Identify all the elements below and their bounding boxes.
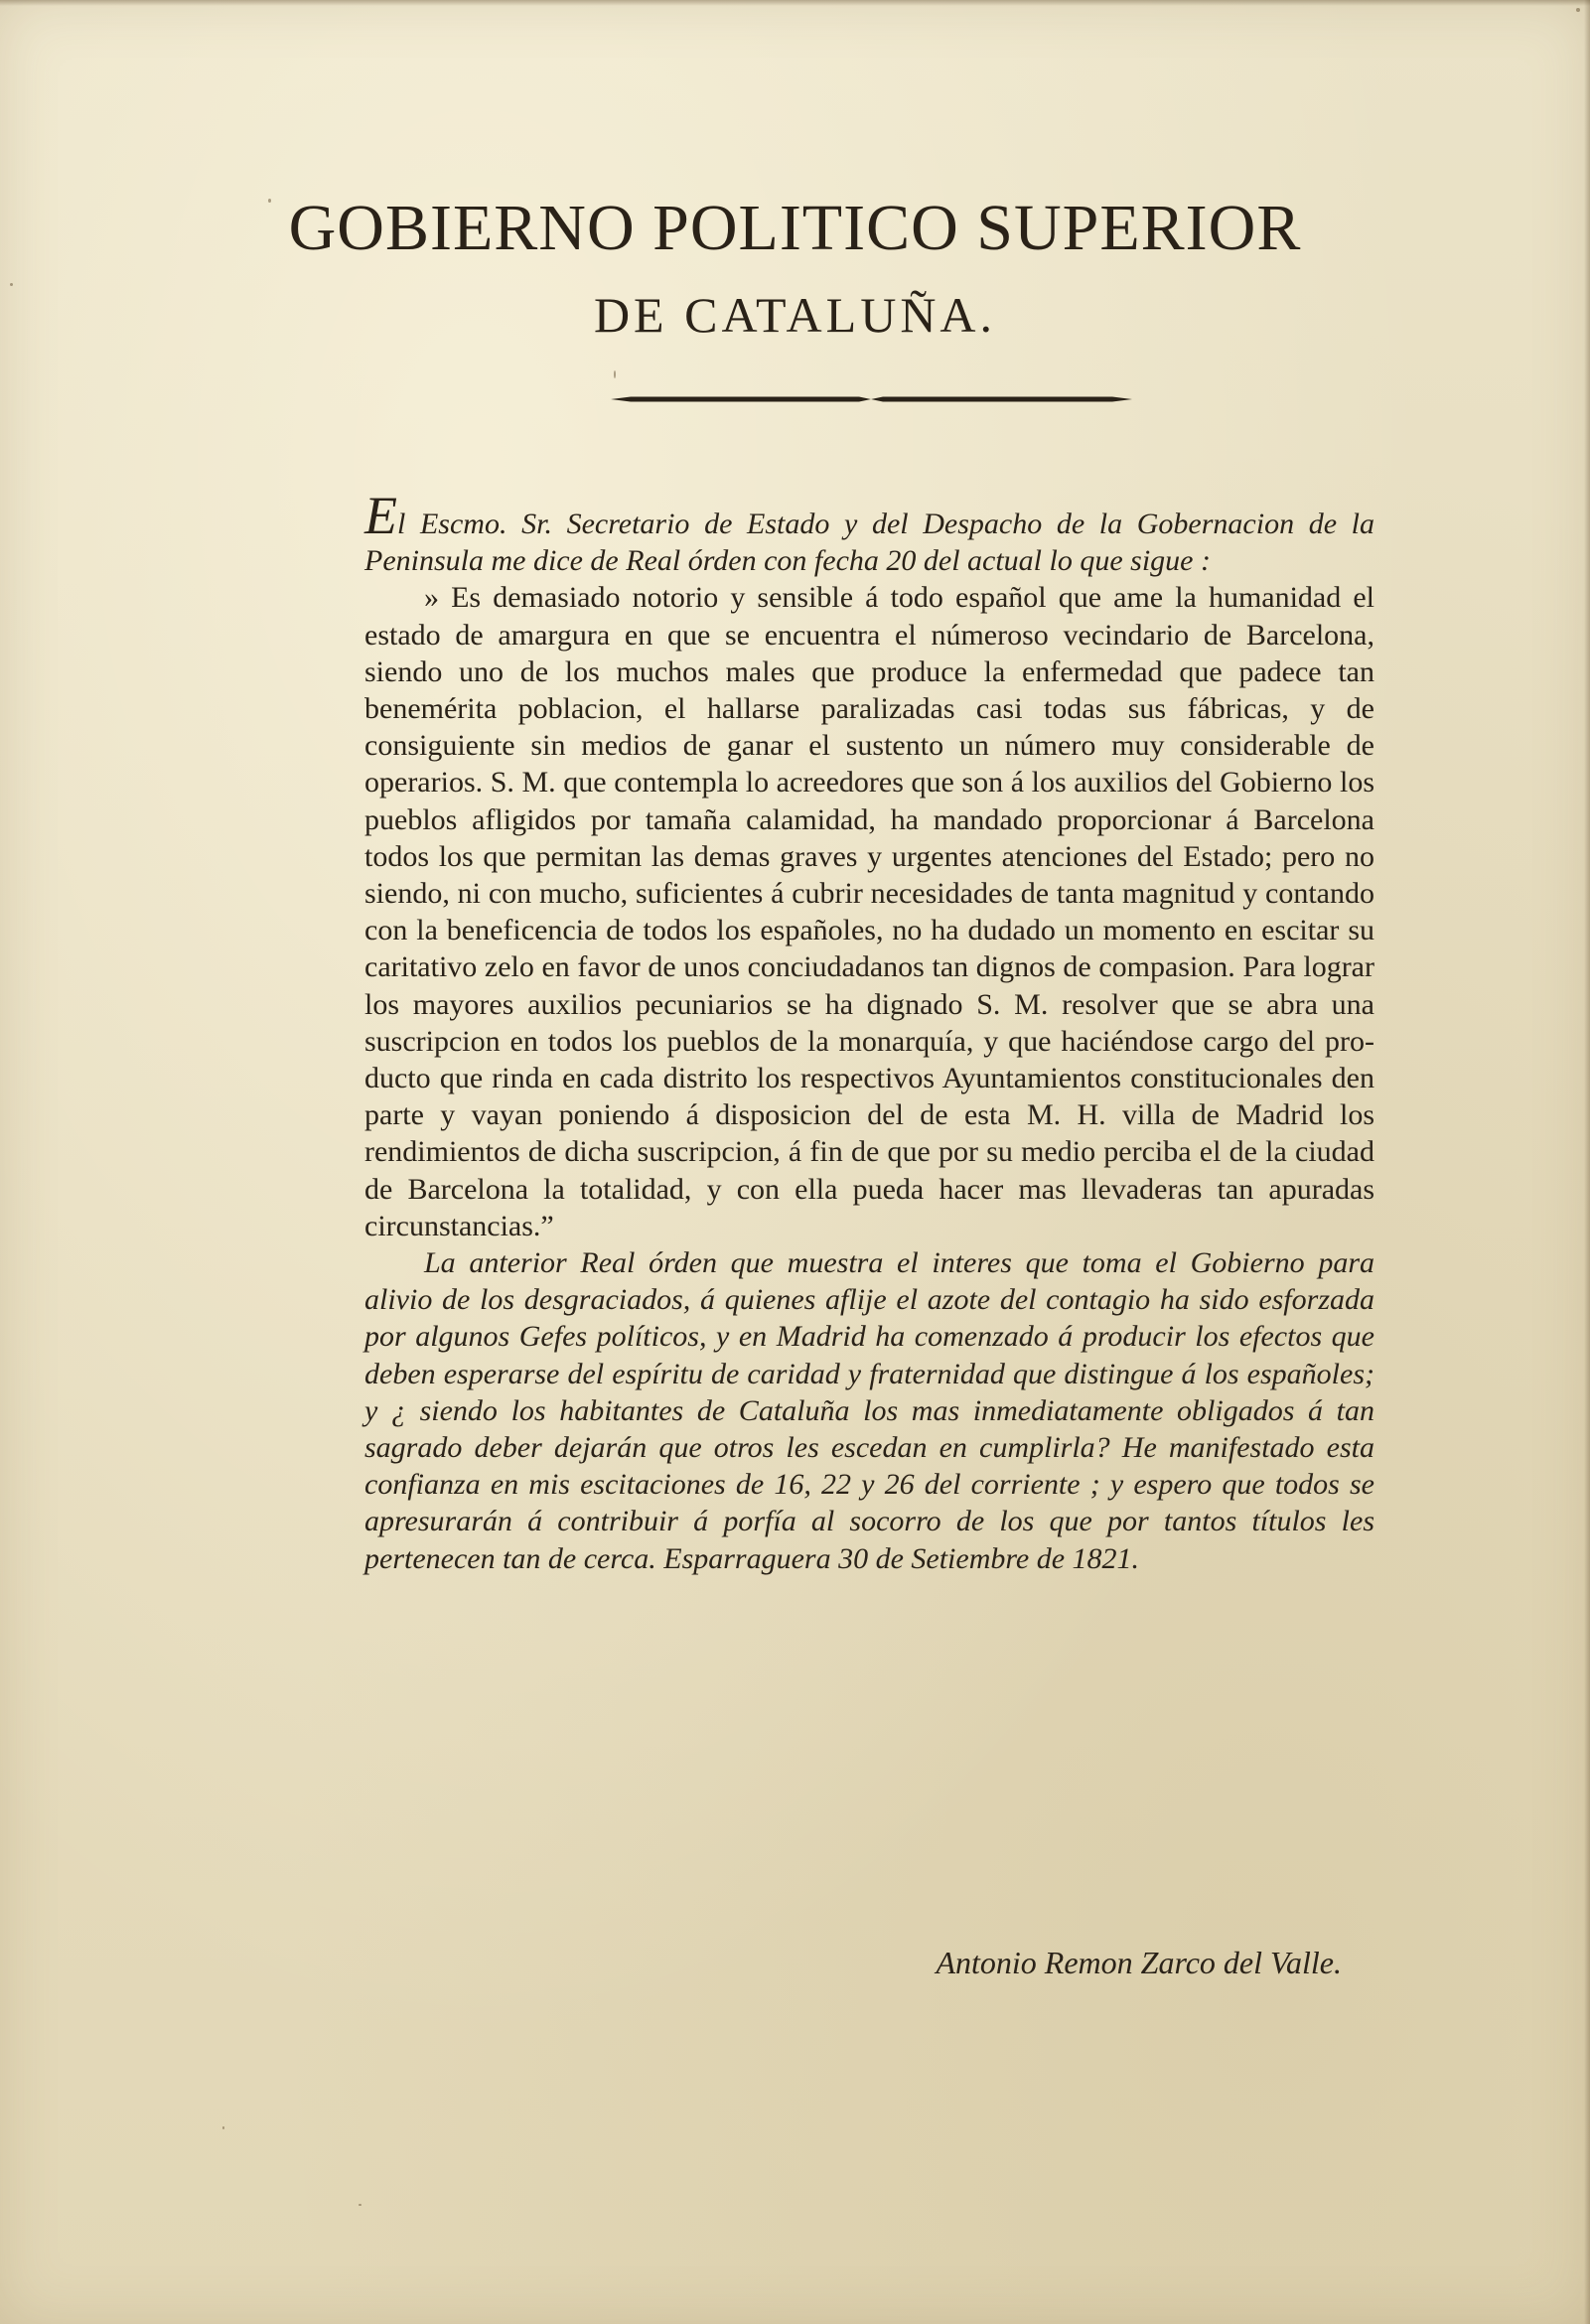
page-edge-shadow-right (1584, 0, 1590, 2324)
ornamental-divider (611, 394, 1132, 404)
page-edge-shadow-top (0, 0, 1590, 6)
paper-speck (222, 2126, 224, 2129)
paper-speck (614, 370, 616, 378)
document-title: GOBIERNO POLITICO SUPERIOR (288, 192, 1302, 264)
document-subtitle: DE CATALUÑA. (593, 287, 997, 343)
signature: Antonio Remon Zarco del Valle. (936, 1945, 1342, 1980)
commentary-paragraph: La anterior Real órden que muestra el interes que toma el Gobierno para alivio de los desgraciados, á quienes aflije el azote del contagio ha sido esforzada por algunos Gefes políticos, y en Madrid ha comenzado á producir los efectos que deben esperarse del espíritu de caridad y fraternidad que distingue á los españoles; y ¿ siendo los habitantes de Cataluña los mas inmediatamente obligados á tan sagrado deber dejarán que otros les escedan en cumplirla? He manifestado esta confianza en mis escitaciones de 16, 22 y 26 del corriente ; y espero que todos se apresurarán á contribuir á porfía al socorro de los que por tantos títulos les pertenecen tan de cerca. Esparraguera 30 de Setiembre de 1821. (364, 1246, 1374, 1575)
intro-text: l Escmo. Sr. Secretario de Estado y del Despacho de la Gobernacion de la Peninsula me dice de Real órden con fecha 20 del actual lo que sigue : (364, 508, 1374, 578)
quoted-royal-order: » Es demasiado notorio y sensible á todo español que ame la humanidad el estado de amargura en que se encuentra el númeroso vecindario de Barcelona, siendo uno de los muchos males que produce la enfermedad que padece tan benemérita poblacion, el hallarse paralizadas casi todas sus fábricas, y de consiguiente sin medios de ganar el sustento un número muy considerable de operarios. S. M. que contempla lo acreedores que son á los auxilios del Gobierno los pueblos afligidos por tamaña calamidad, ha mandado proporcionar á Barcelona todos los que permitan las demas graves y urgentes atenciones del Estado; pero no siendo, ni con mucho, suficientes á cubrir necesidades de tanta magnitud y contando con la beneficencia de todos los españoles, no ha dudado un momento en escitar su caritativo zelo en favor de unos conciudadanos tan dignos de compasion. Para lograr los mayores auxilios pecuniarios se ha dignado S. M. resolver que se abra una suscripcion en todos los pueblos de la monarquía, y que haciéndose cargo del producto que rinda en cada distrito los respectivos Ayuntamientos constitucionales den parte y vayan poniendo á disposicion del de esta M. H. villa de Madrid los rendimientos de dicha suscripcion, á fin de que por su medio perciba el de la ciudad de Barcelona la totalidad, y con ella pueda hacer mas llevaderas tan apuradas circunstancias.” (364, 581, 1374, 1242)
intro-paragraph (364, 486, 1374, 579)
document-body (364, 486, 1374, 1577)
paper-speck (359, 2204, 361, 2206)
drop-cap: E (364, 486, 397, 545)
paper-speck (1576, 8, 1580, 12)
